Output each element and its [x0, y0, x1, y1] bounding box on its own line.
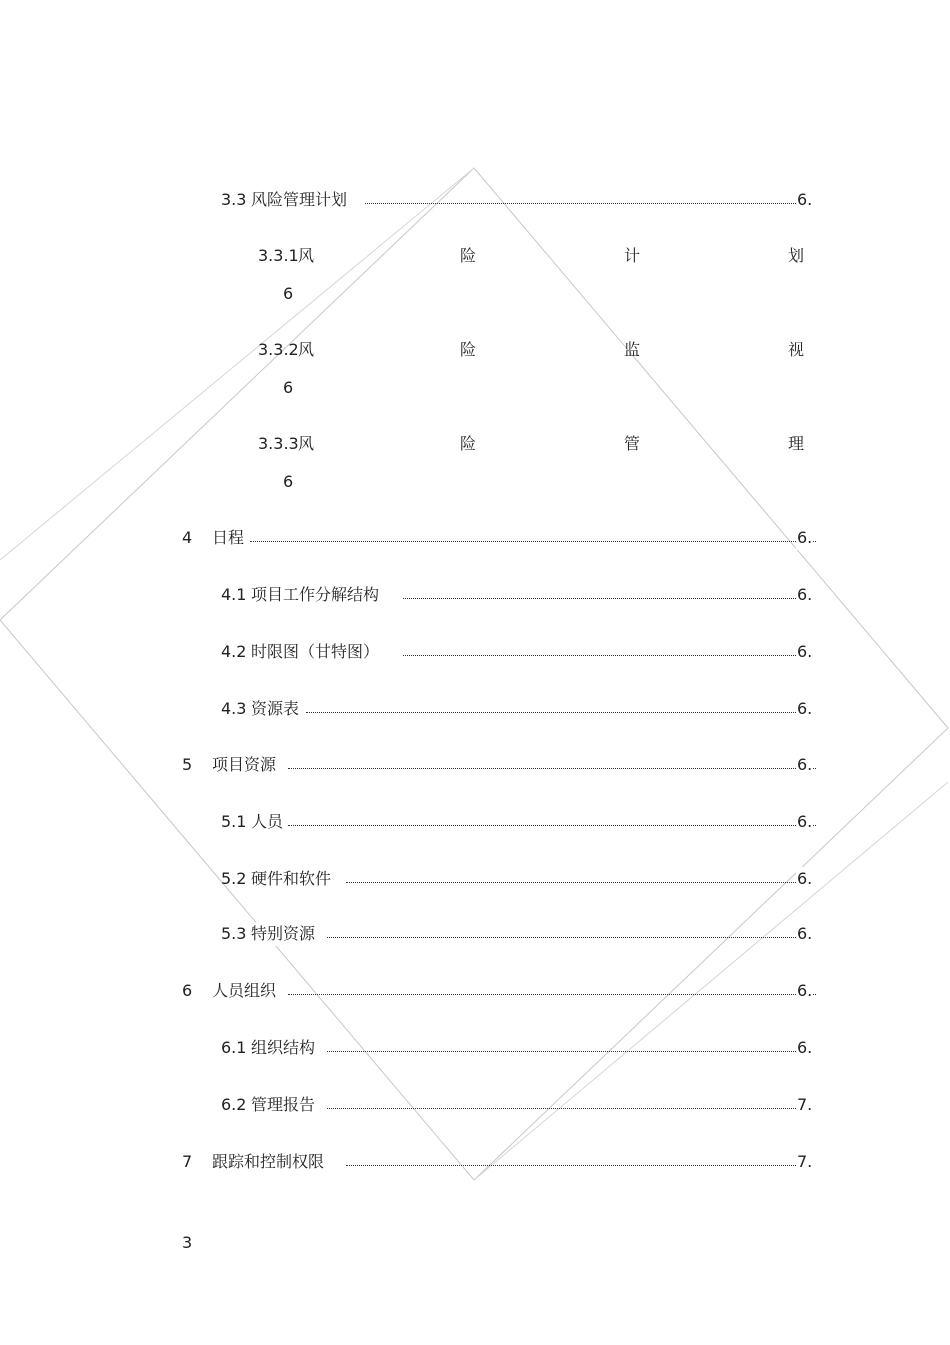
toc-number: 6.2: [221, 1095, 247, 1114]
dot-leader: [250, 541, 816, 542]
toc-entry-6-1[interactable]: [0, 1036, 950, 1060]
toc-char: 计: [624, 246, 641, 265]
toc-page: 6.: [796, 810, 812, 834]
toc-page: 6.: [796, 753, 812, 777]
toc-entry-6[interactable]: [0, 979, 950, 1003]
toc-page: 6.: [796, 697, 812, 721]
toc-number: 6: [182, 981, 193, 1000]
toc-page: 6.: [796, 640, 812, 664]
toc-number: 4.1: [221, 585, 247, 604]
toc-number: 4.2: [221, 642, 247, 661]
toc-entry-4-3[interactable]: [0, 697, 950, 721]
toc-page: 6.: [796, 922, 812, 946]
toc-page: 6.: [796, 526, 812, 550]
toc-entry-4[interactable]: [0, 526, 950, 550]
toc-title: 组织结构: [251, 1036, 319, 1060]
toc-char: 划: [788, 246, 805, 265]
toc-title: 项目工作分解结构: [251, 583, 383, 607]
toc-title: 时限图（甘特图）: [251, 640, 383, 664]
dot-leader: [306, 712, 810, 713]
dot-leader: [327, 937, 810, 938]
toc-number: 3.3.2: [258, 340, 299, 359]
toc-number: 7: [182, 1152, 193, 1171]
toc-entry-3-3[interactable]: [0, 188, 950, 212]
dot-leader: [327, 1108, 810, 1109]
dot-leader: [288, 994, 816, 995]
dot-leader: [327, 1051, 810, 1052]
toc-char: 险: [460, 246, 477, 265]
toc-page: 6.: [796, 1036, 812, 1060]
toc-title: 风险管理计划: [251, 188, 351, 212]
toc-page: 6.: [796, 188, 812, 212]
toc-number: 4: [182, 528, 193, 547]
dot-leader: [288, 768, 816, 769]
toc-number: 5.3: [221, 924, 247, 943]
toc-page: 6.: [796, 583, 812, 607]
toc-entry-5-3[interactable]: [0, 922, 950, 946]
toc-entry-5[interactable]: [0, 753, 950, 777]
toc-page: 7.: [796, 1093, 812, 1117]
toc-entry-5-2[interactable]: [0, 867, 950, 891]
toc-char: 视: [788, 340, 805, 359]
toc-page: 6.: [796, 979, 812, 1003]
toc-title: 特别资源: [251, 922, 319, 946]
toc-number: 3.3: [221, 190, 247, 209]
toc-title: 项目资源: [212, 753, 280, 777]
dot-leader: [365, 203, 810, 204]
toc-entry-4-1[interactable]: [0, 583, 950, 607]
toc-char: 风: [298, 434, 315, 453]
toc-char: 理: [788, 434, 805, 453]
toc-number: 5.1: [221, 812, 247, 831]
toc-entry-5-1[interactable]: [0, 810, 950, 834]
toc-entry-7[interactable]: [0, 1150, 950, 1174]
toc-title: 跟踪和控制权限: [212, 1150, 328, 1174]
toc-title: 日程: [212, 526, 248, 550]
toc-title: 人员组织: [212, 979, 280, 1003]
toc-number: 3.3.1: [258, 246, 299, 265]
dot-leader: [346, 1165, 810, 1166]
toc-char: 险: [460, 340, 477, 359]
toc-char: 管: [624, 434, 641, 453]
toc-title: 硬件和软件: [251, 867, 335, 891]
toc-char: 监: [624, 340, 641, 359]
toc-page: 6: [283, 378, 294, 397]
toc-title: 资源表: [251, 697, 303, 721]
toc-number: 5: [182, 755, 193, 774]
toc-char: 风: [298, 340, 315, 359]
toc-page: 7.: [796, 1150, 812, 1174]
dot-leader: [288, 825, 816, 826]
toc-char: 风: [298, 246, 315, 265]
page-number: 3: [182, 1233, 193, 1252]
toc-number: 3.3.3: [258, 434, 299, 453]
dot-leader: [346, 882, 810, 883]
toc-title: 人员: [251, 810, 287, 834]
toc-number: 6.1: [221, 1038, 247, 1057]
toc-page: 6: [283, 472, 294, 491]
toc-title: 管理报告: [251, 1093, 319, 1117]
toc-number: 5.2: [221, 869, 247, 888]
toc-entry-4-2[interactable]: [0, 640, 950, 664]
toc-page: 6: [283, 284, 294, 303]
toc-char: 险: [460, 434, 477, 453]
toc-entry-6-2[interactable]: [0, 1093, 950, 1117]
dot-leader: [403, 655, 810, 656]
toc-number: 4.3: [221, 699, 247, 718]
toc-page: 6.: [796, 867, 812, 891]
dot-leader: [403, 598, 810, 599]
